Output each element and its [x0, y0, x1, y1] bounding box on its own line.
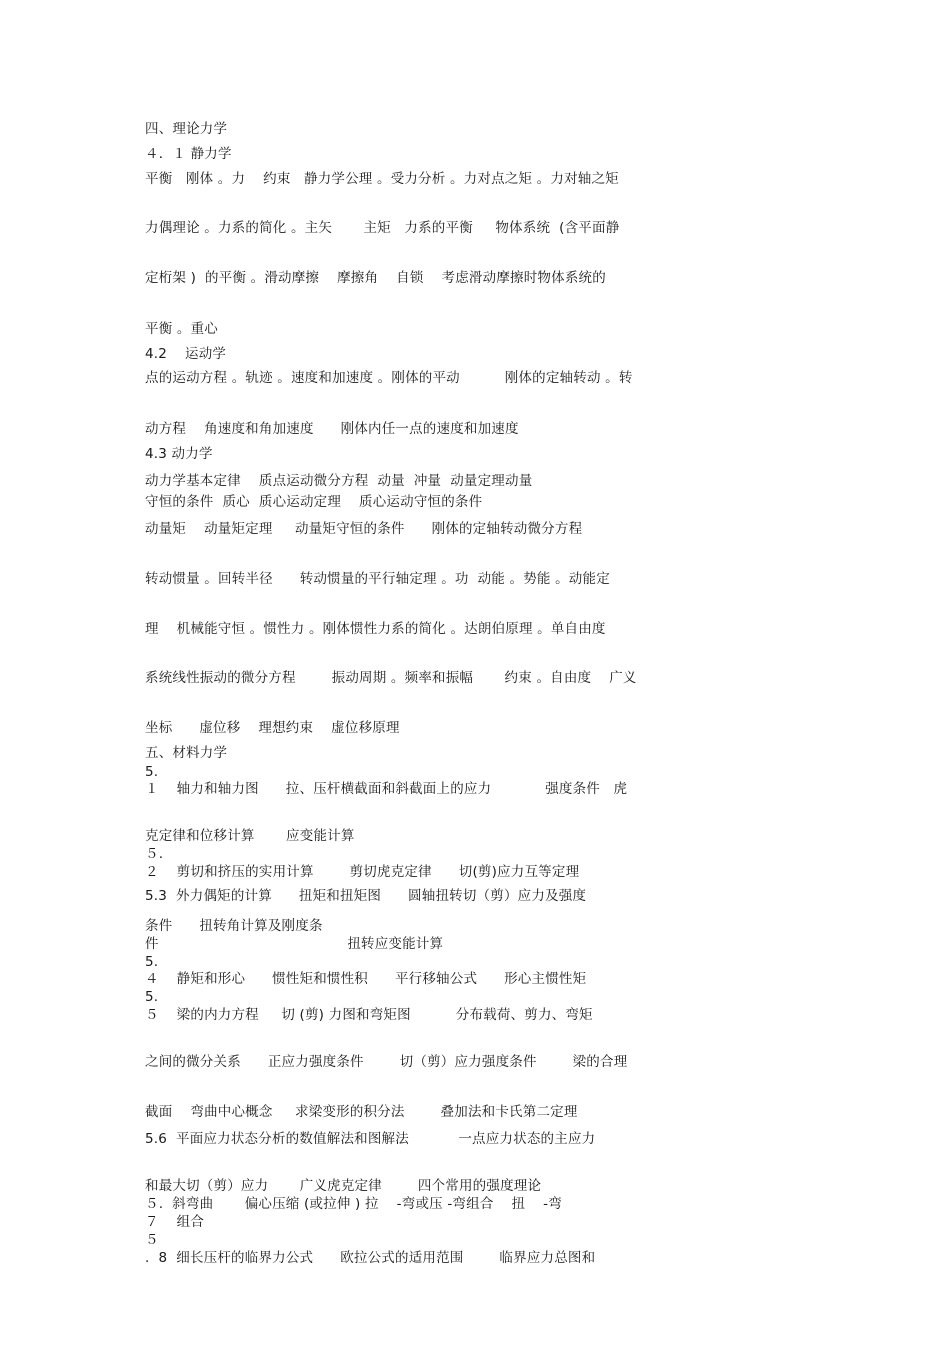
text-line: 5. [145, 954, 159, 970]
text-line: 克定律和位移计算 应变能计算 [145, 828, 355, 844]
text-line: 力偶理论 。力系的简化 。主矢 主矩 力系的平衡 物体系统 (含平面静 [145, 220, 620, 236]
text-line: 坐标 虚位移 理想约束 虚位移原理 [145, 720, 400, 736]
text-line: 5.3 外力偶矩的计算 扭矩和扭矩图 圆轴扭转切（剪）应力及强度 [145, 888, 587, 904]
text-line: 截面 弯曲中心概念 求梁变形的积分法 叠加法和卡氏第二定理 [145, 1104, 578, 1120]
text-line: 和最大切（剪）应力 广义虎克定律 四个常用的强度理论 [145, 1178, 542, 1194]
text-line: 动力学基本定律 质点运动微分方程 动量 冲量 动量定理动量 [145, 473, 533, 489]
text-line: 平衡 刚体 。力 约束 静力学公理 。受力分析 。力对点之矩 。力对轴之矩 [145, 171, 619, 187]
text-line: ５ 梁的内力方程 切 (剪) 力图和弯矩图 分布载荷、剪力、弯矩 [145, 1007, 593, 1023]
text-line: 件 扭转应变能计算 [145, 936, 444, 952]
text-line: １ 轴力和轴力图 拉、压杆横截面和斜截面上的应力 强度条件 虎 [145, 781, 628, 797]
subsection-heading-dynamics: 4.3 动力学 [145, 446, 213, 462]
text-line: ４ 静矩和形心 惯性矩和惯性积 平行移轴公式 形心主惯性矩 [145, 971, 587, 987]
subsection-heading-kinematics: 4.2 运动学 [145, 346, 227, 362]
subsection-heading-statics: ４．１ 静力学 [145, 146, 232, 162]
text-line: . 8 细长压杆的临界力公式 欧拉公式的适用范围 临界应力总图和 [145, 1250, 596, 1266]
text-line: 条件 扭转角计算及刚度条 [145, 918, 323, 934]
text-line: 转动惯量 。回转半径 转动惯量的平行轴定理 。功 动能 。势能 。动能定 [145, 571, 610, 587]
text-line: 定桁架 ) 的平衡 。滑动摩擦 摩擦角 自锁 考虑滑动摩擦时物体系统的 [145, 270, 606, 286]
text-line: 守恒的条件 质心 质心运动定理 质心运动守恒的条件 [145, 494, 483, 510]
text-line: 5. [145, 989, 159, 1005]
section-heading-theoretical-mechanics: 四、理论力学 [145, 121, 228, 137]
text-line: 理 机械能守恒 。惯性力 。刚体惯性力系的简化 。达朗伯原理 。单自由度 [145, 621, 606, 637]
text-line: ２ 剪切和挤压的实用计算 剪切虎克定律 切(剪)应力互等定理 [145, 864, 580, 880]
text-line: 动量矩 动量矩定理 动量矩守恒的条件 刚体的定轴转动微分方程 [145, 521, 583, 537]
text-line: 5.6 平面应力状态分析的数值解法和图解法 一点应力状态的主应力 [145, 1131, 596, 1147]
text-line: 点的运动方程 。轨迹 。速度和加速度 。刚体的平动 刚体的定轴转动 。转 [145, 370, 633, 386]
text-line: ５ [145, 1232, 159, 1248]
text-line: 之间的微分关系 正应力强度条件 切（剪）应力强度条件 梁的合理 [145, 1054, 628, 1070]
text-line: ５. 斜弯曲 偏心压缩 (或拉伸 ) 拉 -弯或压 -弯组合 扭 -弯 [145, 1196, 562, 1212]
text-line: ５. [145, 846, 164, 862]
text-line: ７ 组合 [145, 1214, 205, 1230]
text-line: 系统线性振动的微分方程 振动周期 。频率和振幅 约束 。自由度 广义 [145, 670, 637, 686]
text-line: 动方程 角速度和角加速度 刚体内任一点的速度和加速度 [145, 421, 519, 437]
section-heading-mechanics-of-materials: 五、材料力学 [145, 745, 228, 761]
text-line: 5. [145, 764, 159, 780]
text-line: 平衡 。重心 [145, 321, 218, 337]
